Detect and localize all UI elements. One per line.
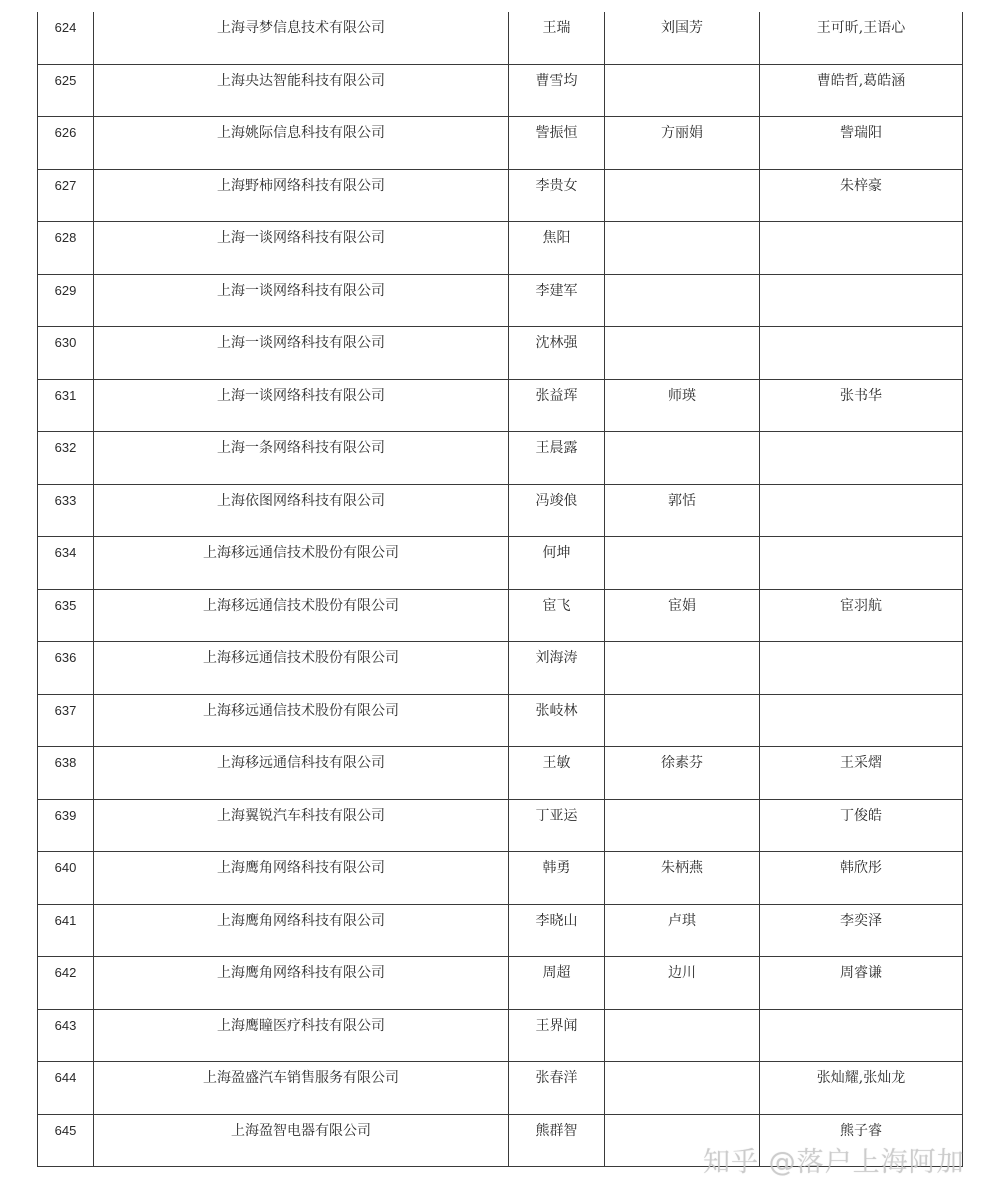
children-names-cell-text: 李奕泽: [840, 912, 882, 929]
row-number-cell: [38, 169, 94, 222]
company-name-cell: [94, 327, 509, 380]
table-row: [38, 222, 963, 275]
table-row: [38, 694, 963, 747]
row-number-cell-text: 630: [54, 335, 77, 350]
spouse-name-cell-text: 师瑛: [668, 387, 696, 404]
company-name-cell: [94, 589, 509, 642]
company-name-cell-text: 上海鹰角网络科技有限公司: [217, 912, 385, 929]
children-names-cell-text: [760, 327, 962, 335]
spouse-name-cell: [605, 694, 760, 747]
children-names-cell-text: [760, 695, 962, 703]
children-names-cell-text: 张灿耀,张灿龙: [816, 1070, 906, 1086]
company-name-cell: [94, 1062, 509, 1115]
applicant-name-cell: [509, 1062, 605, 1115]
spouse-name-cell: [605, 379, 760, 432]
children-names-cell: [760, 169, 963, 222]
children-names-cell: [760, 957, 963, 1010]
company-name-cell-text: 上海一条网络科技有限公司: [217, 440, 385, 456]
applicant-name-cell: [509, 484, 605, 537]
settlement-list-table: [37, 12, 963, 1167]
row-number-cell-text: 631: [54, 387, 77, 403]
company-name-cell-text: 上海野柿网络科技有限公司: [217, 177, 385, 194]
company-name-cell-text: 上海依图网络科技有限公司: [217, 492, 385, 509]
row-number-cell: [38, 12, 94, 64]
spouse-name-cell: [605, 64, 760, 117]
children-names-cell-text: [760, 222, 962, 230]
children-names-cell: [760, 537, 963, 590]
company-name-cell: [94, 117, 509, 170]
row-number-cell-text: 642: [54, 965, 77, 980]
applicant-name-cell-text: 张春洋: [535, 1070, 578, 1086]
spouse-name-cell: [605, 169, 760, 222]
spouse-name-cell-text: [605, 65, 759, 73]
applicant-name-cell-text: 李晓山: [535, 912, 578, 929]
applicant-name-cell-text: 訾振恒: [535, 125, 578, 141]
row-number-cell: [38, 484, 94, 537]
row-number-cell: [38, 432, 94, 485]
spouse-name-cell-text: [605, 1115, 759, 1123]
table-body: [38, 12, 963, 1167]
children-names-cell: [760, 64, 963, 117]
applicant-name-cell-text: 宦飞: [542, 597, 571, 614]
company-name-cell: [94, 222, 509, 275]
applicant-name-cell: [509, 432, 605, 485]
applicant-name-cell: [509, 1009, 605, 1062]
company-name-cell-text: 上海鹰角网络科技有限公司: [217, 965, 385, 981]
company-name-cell: [94, 747, 509, 800]
applicant-name-cell-text: 曹雪均: [535, 72, 578, 89]
row-number-cell: [38, 589, 94, 642]
spouse-name-cell: [605, 589, 760, 642]
applicant-name-cell-text: 焦阳: [542, 230, 571, 246]
children-names-cell: [760, 327, 963, 380]
spouse-name-cell: [605, 12, 760, 64]
spouse-name-cell: [605, 432, 760, 485]
table-row: [38, 799, 963, 852]
company-name-cell: [94, 852, 509, 905]
company-name-cell-text: 上海鹰瞳医疗科技有限公司: [217, 1017, 385, 1034]
row-number-cell: [38, 642, 94, 695]
company-name-cell-text: 上海移远通信技术股份有限公司: [203, 597, 399, 614]
spouse-name-cell: [605, 1009, 760, 1062]
children-names-cell: [760, 694, 963, 747]
spouse-name-cell-text: [605, 642, 759, 650]
applicant-name-cell-text: 沈林强: [535, 335, 578, 351]
table-row: [38, 12, 963, 64]
children-names-cell-text: 丁俊皓: [840, 807, 882, 824]
company-name-cell-text: 上海姚际信息科技有限公司: [217, 125, 385, 141]
applicant-name-cell: [509, 957, 605, 1010]
table-row: [38, 589, 963, 642]
children-names-cell-text: 訾瑞阳: [840, 125, 882, 141]
company-name-cell-text: 上海移远通信技术股份有限公司: [203, 650, 399, 666]
children-names-cell-text: [760, 537, 962, 545]
table-row: [38, 484, 963, 537]
children-names-cell-text: [760, 485, 962, 493]
children-names-cell-text: [760, 642, 962, 650]
company-name-cell-text: 上海盈智电器有限公司: [231, 1122, 371, 1139]
company-name-cell-text: 上海央达智能科技有限公司: [217, 72, 385, 89]
applicant-name-cell-text: 韩勇: [542, 860, 571, 876]
applicant-name-cell-text: 熊群智: [535, 1122, 578, 1139]
table-row: [38, 117, 963, 170]
spouse-name-cell: [605, 852, 760, 905]
applicant-name-cell: [509, 799, 605, 852]
company-name-cell: [94, 1114, 509, 1167]
settlement-list-table-container: [37, 12, 962, 1167]
row-number-cell-text: 639: [54, 807, 77, 823]
company-name-cell-text: 上海一谈网络科技有限公司: [217, 282, 385, 299]
company-name-cell-text: 上海移远通信科技有限公司: [217, 755, 385, 771]
row-number-cell: [38, 1062, 94, 1115]
children-names-cell: [760, 1062, 963, 1115]
company-name-cell-text: 上海一谈网络科技有限公司: [217, 335, 385, 351]
children-names-cell: [760, 642, 963, 695]
company-name-cell: [94, 432, 509, 485]
spouse-name-cell: [605, 747, 760, 800]
row-number-cell-text: 638: [54, 755, 77, 770]
applicant-name-cell: [509, 222, 605, 275]
applicant-name-cell-text: 王瑞: [542, 20, 571, 36]
company-name-cell: [94, 12, 509, 64]
children-names-cell-text: 曹皓哲,葛皓涵: [816, 72, 906, 89]
row-number-cell: [38, 117, 94, 170]
company-name-cell: [94, 694, 509, 747]
table-row: [38, 852, 963, 905]
table-row: [38, 904, 963, 957]
applicant-name-cell-text: 王晨露: [535, 440, 578, 456]
applicant-name-cell: [509, 642, 605, 695]
children-names-cell-text: [760, 1010, 962, 1018]
table-row: [38, 432, 963, 485]
spouse-name-cell-text: [605, 222, 759, 230]
applicant-name-cell: [509, 274, 605, 327]
children-names-cell-text: 熊子睿: [840, 1122, 882, 1139]
row-number-cell: [38, 747, 94, 800]
row-number-cell-text: 633: [54, 492, 77, 508]
table-row: [38, 274, 963, 327]
row-number-cell-text: 637: [54, 702, 77, 718]
spouse-name-cell-text: 卢琪: [668, 912, 696, 929]
row-number-cell-text: 641: [54, 912, 77, 928]
company-name-cell-text: 上海盈盛汽车销售服务有限公司: [203, 1070, 399, 1086]
row-number-cell-text: 625: [54, 72, 77, 88]
applicant-name-cell-text: 何坤: [542, 545, 571, 561]
row-number-cell: [38, 799, 94, 852]
row-number-cell-text: 634: [54, 545, 77, 560]
children-names-cell-text: 宦羽航: [840, 597, 882, 614]
applicant-name-cell: [509, 117, 605, 170]
spouse-name-cell: [605, 799, 760, 852]
applicant-name-cell-text: 刘海涛: [535, 650, 578, 666]
applicant-name-cell-text: 王敏: [542, 755, 571, 771]
table-row: [38, 327, 963, 380]
children-names-cell: [760, 117, 963, 170]
company-name-cell: [94, 642, 509, 695]
spouse-name-cell-text: 朱柄燕: [661, 860, 703, 876]
spouse-name-cell-text: 刘国芳: [661, 20, 703, 36]
spouse-name-cell: [605, 957, 760, 1010]
company-name-cell-text: 上海一谈网络科技有限公司: [217, 387, 385, 404]
spouse-name-cell-text: [605, 170, 759, 178]
spouse-name-cell-text: 徐素芬: [661, 755, 703, 771]
row-number-cell: [38, 1009, 94, 1062]
spouse-name-cell-text: 宦娟: [668, 597, 696, 614]
spouse-name-cell-text: [605, 432, 759, 440]
row-number-cell-text: 635: [54, 597, 77, 613]
company-name-cell: [94, 379, 509, 432]
company-name-cell-text: 上海移远通信技术股份有限公司: [203, 545, 399, 561]
table-row: [38, 747, 963, 800]
row-number-cell-text: 627: [54, 177, 77, 193]
children-names-cell: [760, 379, 963, 432]
table-row: [38, 957, 963, 1010]
table-row: [38, 379, 963, 432]
children-names-cell-text: [760, 275, 962, 283]
company-name-cell: [94, 484, 509, 537]
spouse-name-cell: [605, 642, 760, 695]
applicant-name-cell: [509, 169, 605, 222]
company-name-cell: [94, 169, 509, 222]
row-number-cell: [38, 904, 94, 957]
spouse-name-cell: [605, 537, 760, 590]
children-names-cell: [760, 799, 963, 852]
applicant-name-cell-text: 冯竣俍: [535, 492, 578, 509]
spouse-name-cell: [605, 1062, 760, 1115]
spouse-name-cell-text: 方丽娟: [661, 125, 703, 141]
company-name-cell: [94, 1009, 509, 1062]
spouse-name-cell: [605, 904, 760, 957]
row-number-cell: [38, 852, 94, 905]
spouse-name-cell: [605, 327, 760, 380]
row-number-cell: [38, 379, 94, 432]
spouse-name-cell: [605, 274, 760, 327]
row-number-cell-text: 645: [54, 1122, 77, 1138]
row-number-cell-text: 643: [54, 1017, 77, 1033]
table-row: [38, 64, 963, 117]
table-row: [38, 1062, 963, 1115]
row-number-cell: [38, 957, 94, 1010]
children-names-cell: [760, 747, 963, 800]
row-number-cell: [38, 1114, 94, 1167]
spouse-name-cell-text: 边川: [668, 965, 696, 981]
applicant-name-cell-text: 李建军: [535, 282, 578, 299]
applicant-name-cell: [509, 64, 605, 117]
spouse-name-cell-text: [605, 695, 759, 703]
zhihu-watermark: 知乎 @落户上海阿加: [703, 1147, 965, 1178]
row-number-cell-text: 624: [54, 20, 77, 35]
children-names-cell: [760, 904, 963, 957]
spouse-name-cell-text: 郭恬: [668, 492, 696, 509]
children-names-cell: [760, 1009, 963, 1062]
company-name-cell: [94, 274, 509, 327]
spouse-name-cell: [605, 222, 760, 275]
row-number-cell-text: 629: [54, 282, 77, 298]
spouse-name-cell-text: [605, 275, 759, 283]
children-names-cell: [760, 12, 963, 64]
row-number-cell: [38, 537, 94, 590]
row-number-cell-text: 632: [54, 440, 77, 455]
applicant-name-cell: [509, 747, 605, 800]
children-names-cell: [760, 589, 963, 642]
applicant-name-cell-text: 李贵女: [535, 177, 578, 194]
row-number-cell: [38, 222, 94, 275]
row-number-cell: [38, 327, 94, 380]
applicant-name-cell: [509, 589, 605, 642]
children-names-cell: [760, 852, 963, 905]
applicant-name-cell-text: 张岐林: [535, 702, 578, 719]
children-names-cell-text: 张书华: [840, 387, 882, 404]
applicant-name-cell: [509, 327, 605, 380]
children-names-cell: [760, 432, 963, 485]
applicant-name-cell-text: 王界闻: [535, 1017, 578, 1034]
table-row: [38, 169, 963, 222]
children-names-cell-text: 朱梓豪: [840, 177, 882, 194]
applicant-name-cell: [509, 852, 605, 905]
applicant-name-cell: [509, 694, 605, 747]
spouse-name-cell-text: [605, 537, 759, 545]
children-names-cell-text: 韩欣彤: [840, 860, 882, 876]
company-name-cell: [94, 64, 509, 117]
children-names-cell-text: 王可昕,王语心: [816, 20, 906, 36]
applicant-name-cell-text: 张益珲: [535, 387, 578, 404]
table-row: [38, 1009, 963, 1062]
children-names-cell: [760, 274, 963, 327]
children-names-cell-text: 王采熠: [840, 755, 882, 771]
company-name-cell: [94, 904, 509, 957]
row-number-cell: [38, 274, 94, 327]
company-name-cell-text: 上海翼锐汽车科技有限公司: [217, 807, 385, 824]
company-name-cell-text: 上海一谈网络科技有限公司: [217, 230, 385, 246]
children-names-cell-text: 周睿谦: [840, 965, 882, 981]
applicant-name-cell: [509, 904, 605, 957]
applicant-name-cell: [509, 537, 605, 590]
spouse-name-cell-text: [605, 1062, 759, 1070]
company-name-cell-text: 上海移远通信技术股份有限公司: [203, 702, 399, 719]
children-names-cell-text: [760, 432, 962, 440]
company-name-cell: [94, 537, 509, 590]
children-names-cell: [760, 484, 963, 537]
applicant-name-cell-text: 丁亚运: [535, 807, 578, 824]
company-name-cell: [94, 799, 509, 852]
row-number-cell: [38, 694, 94, 747]
row-number-cell-text: 640: [54, 860, 77, 875]
applicant-name-cell-text: 周超: [542, 965, 571, 981]
company-name-cell-text: 上海鹰角网络科技有限公司: [217, 860, 385, 876]
company-name-cell-text: 上海寻梦信息技术有限公司: [217, 20, 385, 36]
spouse-name-cell-text: [605, 1010, 759, 1018]
row-number-cell-text: 626: [54, 125, 77, 140]
row-number-cell-text: 644: [54, 1070, 77, 1085]
spouse-name-cell-text: [605, 800, 759, 808]
applicant-name-cell: [509, 12, 605, 64]
applicant-name-cell: [509, 379, 605, 432]
row-number-cell-text: 628: [54, 230, 77, 245]
spouse-name-cell: [605, 484, 760, 537]
children-names-cell: [760, 222, 963, 275]
row-number-cell-text: 636: [54, 650, 77, 665]
table-row: [38, 537, 963, 590]
company-name-cell: [94, 957, 509, 1010]
applicant-name-cell: [509, 1114, 605, 1167]
row-number-cell: [38, 64, 94, 117]
table-row: [38, 642, 963, 695]
spouse-name-cell: [605, 117, 760, 170]
spouse-name-cell-text: [605, 327, 759, 335]
